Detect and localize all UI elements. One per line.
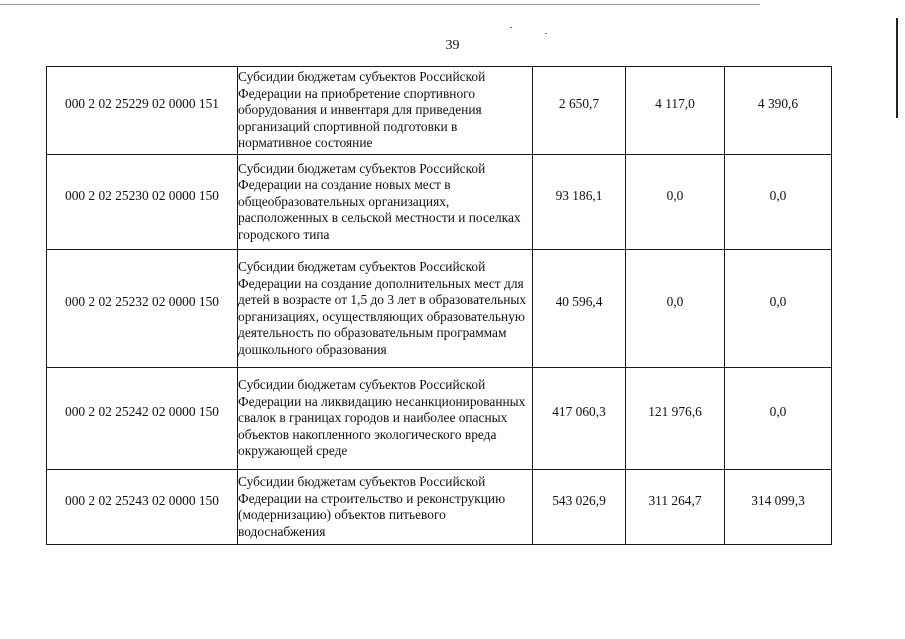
budget-description: Субсидии бюджетам субъектов Российской Федерации на создание новых мест в общеобразовательных организациях, расположенных в сельской местности и поселках городского типа (238, 155, 533, 250)
page-number: 39 (445, 38, 460, 53)
value-year-3: 0,0 (725, 250, 832, 368)
budget-description: Субсидии бюджетам субъектов Российской Федерации на строительство и реконструкцию (модернизацию) объектов питьевого водоснабжения (238, 470, 533, 545)
table-row (47, 67, 832, 155)
table-row (47, 470, 832, 545)
budget-description: Субсидии бюджетам субъектов Российской Федерации на приобретение спортивного оборудования и инвентаря для приведения организаций спортивной подготовки в нормативное состояние (238, 67, 533, 155)
value-year-3: 0,0 (725, 155, 832, 250)
table-row (47, 155, 832, 250)
value-year-2: 4 117,0 (626, 67, 725, 155)
budget-code: 000 2 02 25229 02 0000 151 (47, 67, 238, 155)
budget-code: 000 2 02 25243 02 0000 150 (47, 470, 238, 545)
value-year-2: 121 976,6 (626, 368, 725, 470)
scan-artifact-top-line (0, 4, 760, 5)
budget-description: Субсидии бюджетам субъектов Российской Федерации на ликвидацию несанкционированных свалок в границах городов и наиболее опасных объектов накопленного экологического вреда окружающей среде (238, 368, 533, 470)
scan-speck (545, 33, 547, 34)
value-year-3: 4 390,6 (725, 67, 832, 155)
value-year-3: 0,0 (725, 368, 832, 470)
value-year-1: 40 596,4 (533, 250, 626, 368)
value-year-2: 311 264,7 (626, 470, 725, 545)
budget-description: Субсидии бюджетам субъектов Российской Федерации на создание дополнительных мест для детей в возрасте от 1,5 до 3 лет в образовательных организациях, осуществляющих образовательную деятельность по образовательным программам дошкольного образования (238, 250, 533, 368)
value-year-1: 543 026,9 (533, 470, 626, 545)
value-year-3: 314 099,3 (725, 470, 832, 545)
value-year-2: 0,0 (626, 250, 725, 368)
budget-table (46, 66, 832, 545)
scan-artifact-right-edge (896, 18, 898, 118)
value-year-2: 0,0 (626, 155, 725, 250)
scan-speck (510, 27, 512, 28)
value-year-1: 2 650,7 (533, 67, 626, 155)
table-row (47, 250, 832, 368)
value-year-1: 417 060,3 (533, 368, 626, 470)
budget-code: 000 2 02 25242 02 0000 150 (47, 368, 238, 470)
budget-code: 000 2 02 25230 02 0000 150 (47, 155, 238, 250)
budget-code: 000 2 02 25232 02 0000 150 (47, 250, 238, 368)
table-row (47, 368, 832, 470)
value-year-1: 93 186,1 (533, 155, 626, 250)
